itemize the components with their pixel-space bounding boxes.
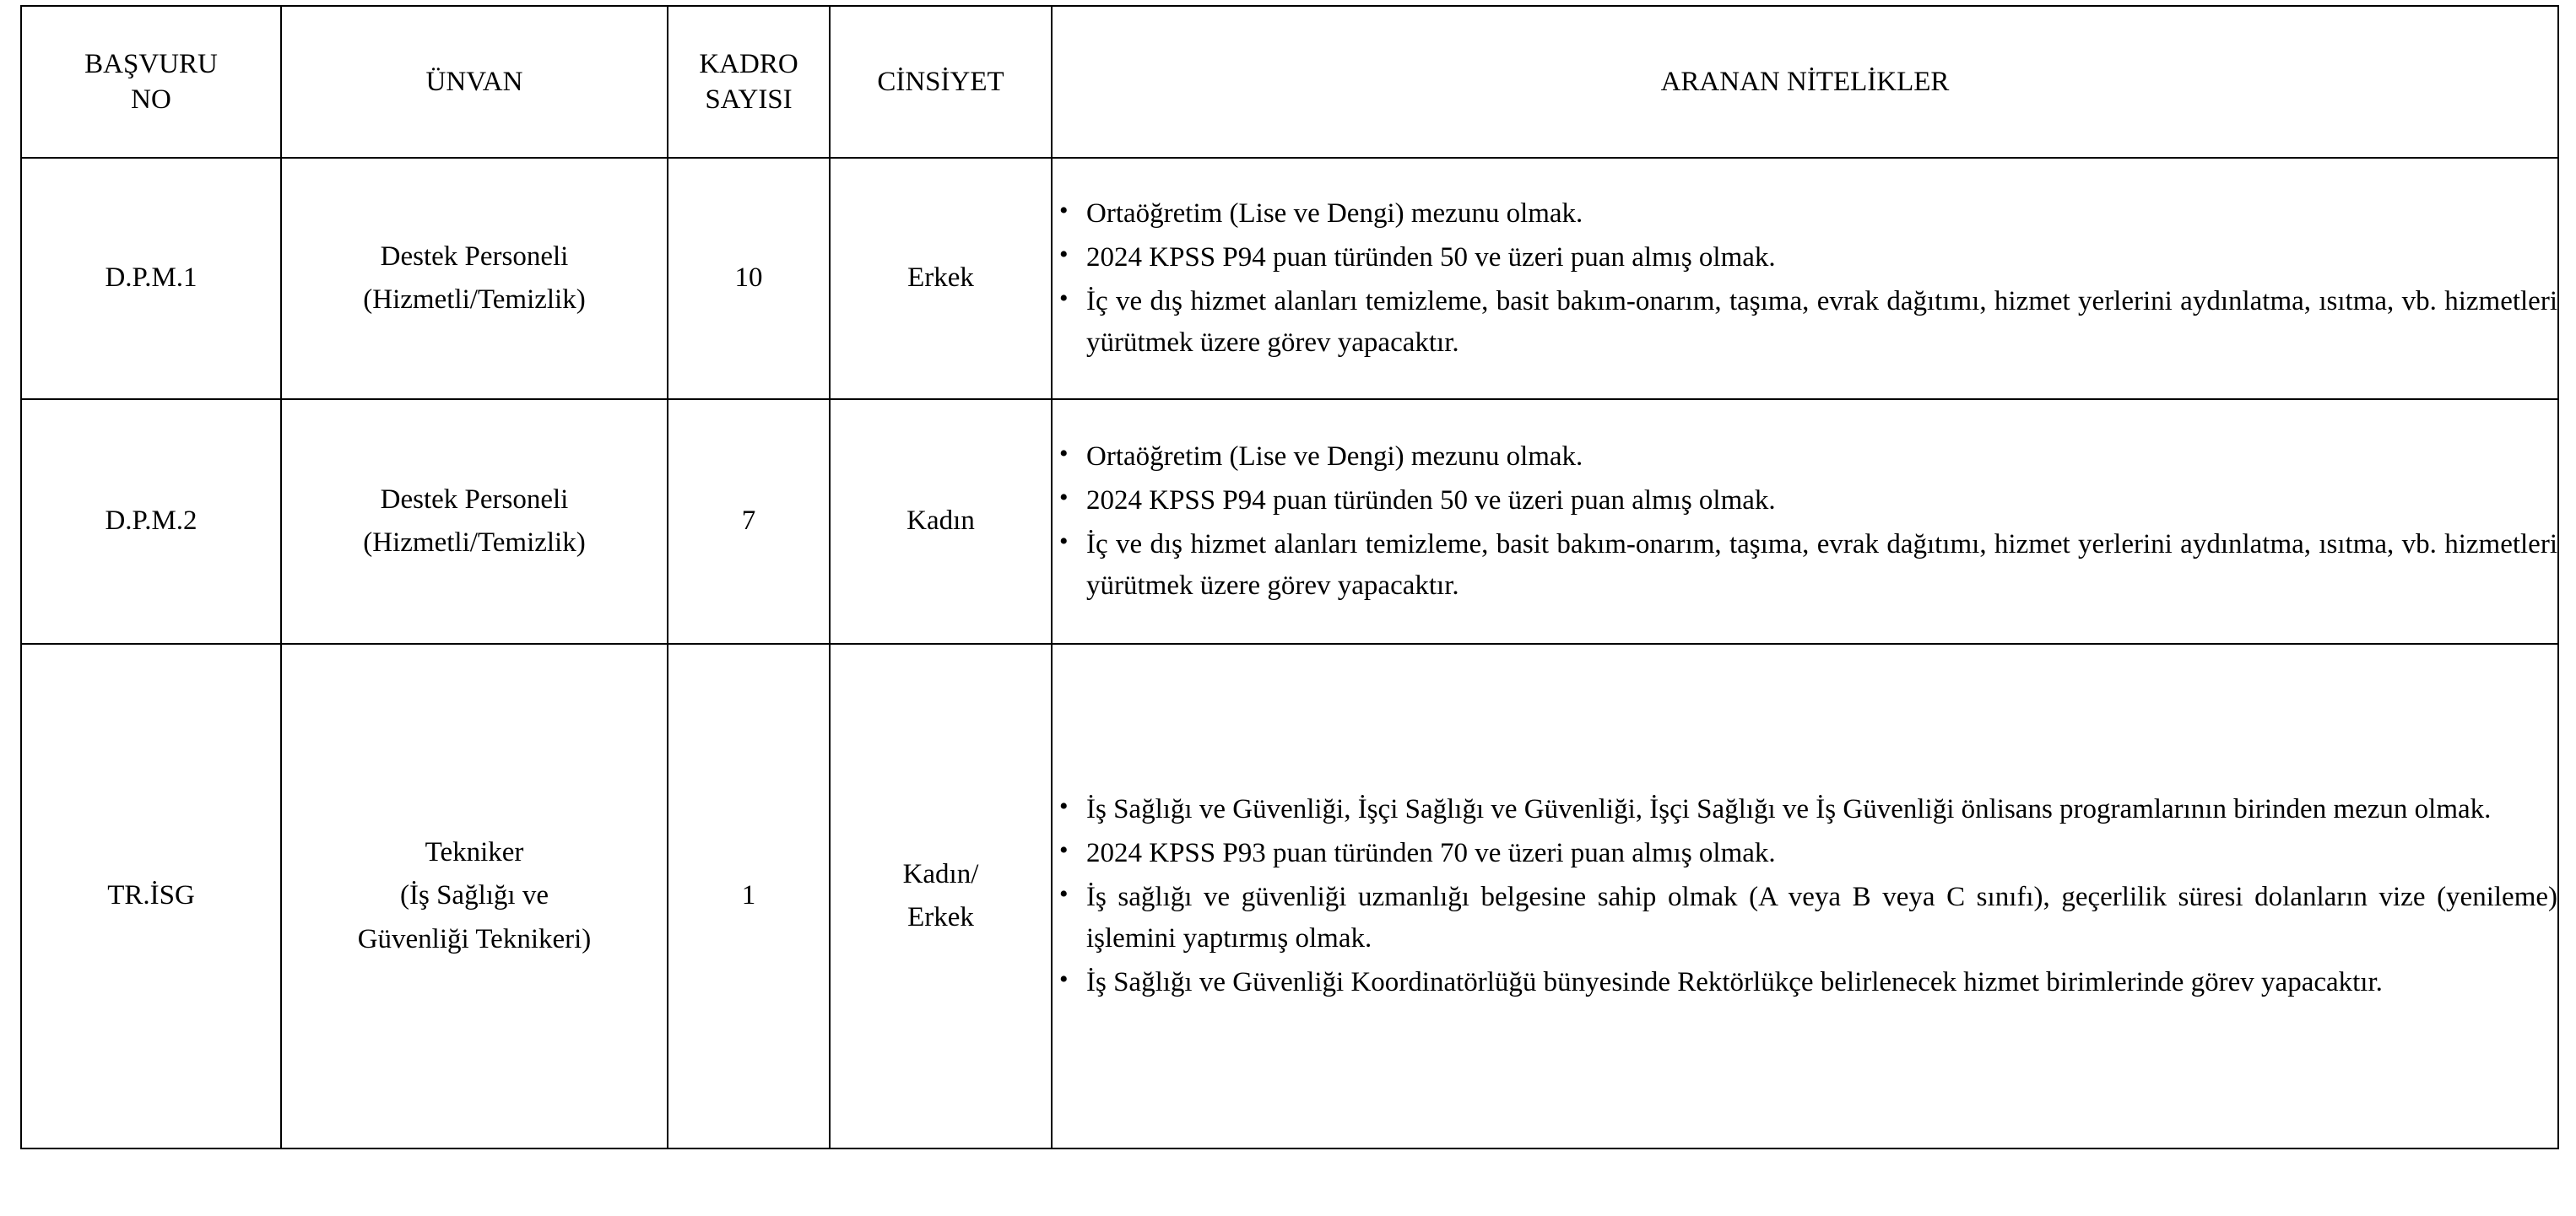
cinsiyet-line: Erkek bbox=[907, 902, 974, 932]
list-item bbox=[1053, 436, 2557, 478]
cell-unvan bbox=[281, 399, 668, 644]
column-header-cinsiyet bbox=[830, 6, 1052, 158]
list-item-text: İş Sağlığı ve Güvenliği Koordinatörlüğü bünyesinde Rektörlükçe belirlenecek hizmet birimlerinde görev yapacaktır. bbox=[1086, 966, 2383, 997]
header-line: CİNSİYET bbox=[877, 66, 1004, 97]
table-header bbox=[21, 6, 2558, 158]
list-item bbox=[1053, 877, 2557, 959]
header-line: NO bbox=[131, 84, 171, 115]
unvan-line: (Hizmetli/Temizlik) bbox=[363, 284, 586, 315]
table-row bbox=[21, 644, 2558, 1148]
list-item-text: İç ve dış hizmet alanları temizleme, basit bakım-onarım, taşıma, evrak dağıtımı, hizmet yerlerini aydınlatma, ısıtma, vb. hizmetleri yürütmek üzere görev yapacaktır. bbox=[1086, 286, 2557, 358]
header-line: KADRO bbox=[699, 48, 798, 79]
cell-basvuru-no: D.P.M.2 bbox=[21, 399, 281, 644]
list-item bbox=[1053, 789, 2557, 830]
cinsiyet-line: Kadın/ bbox=[902, 858, 979, 889]
table-row bbox=[21, 399, 2558, 644]
unvan-line: (Hizmetli/Temizlik) bbox=[363, 527, 586, 558]
list-item-text: 2024 KPSS P94 puan türünden 50 ve üzeri puan almış olmak. bbox=[1086, 485, 1776, 516]
header-row bbox=[21, 6, 2558, 158]
unvan-line: (İş Sağlığı ve bbox=[400, 880, 549, 911]
cell-unvan bbox=[281, 158, 668, 399]
cinsiyet-line: Kadın bbox=[906, 505, 975, 537]
list-item-text: Ortaöğretim (Lise ve Dengi) mezunu olmak. bbox=[1086, 198, 1583, 230]
cell-aranan-nitelikler bbox=[1052, 158, 2558, 399]
table-body bbox=[21, 158, 2558, 1148]
header-line: ÜNVAN bbox=[425, 66, 523, 97]
unvan-line: Güvenliği Teknikeri) bbox=[357, 923, 592, 954]
cell-aranan-nitelikler bbox=[1052, 644, 2558, 1148]
list-item bbox=[1053, 480, 2557, 522]
list-item-text: İç ve dış hizmet alanları temizleme, basit bakım-onarım, taşıma, evrak dağıtımı, hizmet yerlerini aydınlatma, ısıtma, vb. hizmetleri yürütmek üzere görev yapacaktır. bbox=[1086, 529, 2557, 601]
cinsiyet-line: Erkek bbox=[907, 262, 974, 294]
cell-kadro-sayisi: 1 bbox=[668, 644, 830, 1148]
list-item-text: 2024 KPSS P93 puan türünden 70 ve üzeri puan almış olmak. bbox=[1086, 838, 1776, 869]
header-line: BAŞVURU bbox=[84, 48, 218, 79]
list-item bbox=[1053, 962, 2557, 1003]
cell-cinsiyet bbox=[830, 158, 1052, 399]
column-header-basvuru-no bbox=[21, 6, 281, 158]
list-item bbox=[1053, 833, 2557, 874]
list-item bbox=[1053, 281, 2557, 364]
column-header-unvan bbox=[281, 6, 668, 158]
requirements-table bbox=[20, 5, 2559, 1149]
header-line: ARANAN NİTELİKLER bbox=[1660, 66, 1950, 97]
column-header-kadro-sayisi bbox=[668, 6, 830, 158]
cell-kadro-sayisi: 7 bbox=[668, 399, 830, 644]
table-row bbox=[21, 158, 2558, 399]
cell-cinsiyet bbox=[830, 399, 1052, 644]
requirements-list bbox=[1053, 436, 2557, 606]
header-line: SAYISI bbox=[705, 84, 793, 115]
cell-basvuru-no: TR.İSG bbox=[21, 644, 281, 1148]
requirements-list bbox=[1053, 193, 2557, 363]
cell-aranan-nitelikler bbox=[1052, 399, 2558, 644]
list-item bbox=[1053, 193, 2557, 235]
column-header-aranan-nitelikler bbox=[1052, 6, 2558, 158]
list-item-text: Ortaöğretim (Lise ve Dengi) mezunu olmak. bbox=[1086, 441, 1583, 473]
list-item-text: İş Sağlığı ve Güvenliği, İşçi Sağlığı ve Güvenliği, İşçi Sağlığı ve İş Güvenliği önlisans programlarının birinden mezun olmak. bbox=[1086, 794, 2492, 825]
list-item-text: İş sağlığı ve güvenliği uzmanlığı belgesine sahip olmak (A veya B veya C sınıfı), geçerlilik süresi dolanların vize (yenileme) işlemini yaptırmış olmak. bbox=[1086, 882, 2557, 954]
cell-cinsiyet bbox=[830, 644, 1052, 1148]
list-item-text: 2024 KPSS P94 puan türünden 50 ve üzeri puan almış olmak. bbox=[1086, 242, 1776, 273]
cell-basvuru-no: D.P.M.1 bbox=[21, 158, 281, 399]
cell-kadro-sayisi: 10 bbox=[668, 158, 830, 399]
list-item bbox=[1053, 524, 2557, 607]
cell-unvan bbox=[281, 644, 668, 1148]
unvan-line: Destek Personeli bbox=[380, 484, 569, 515]
requirements-list bbox=[1053, 789, 2557, 1003]
unvan-line: Tekniker bbox=[425, 837, 524, 868]
unvan-line: Destek Personeli bbox=[380, 240, 569, 272]
list-item bbox=[1053, 237, 2557, 278]
